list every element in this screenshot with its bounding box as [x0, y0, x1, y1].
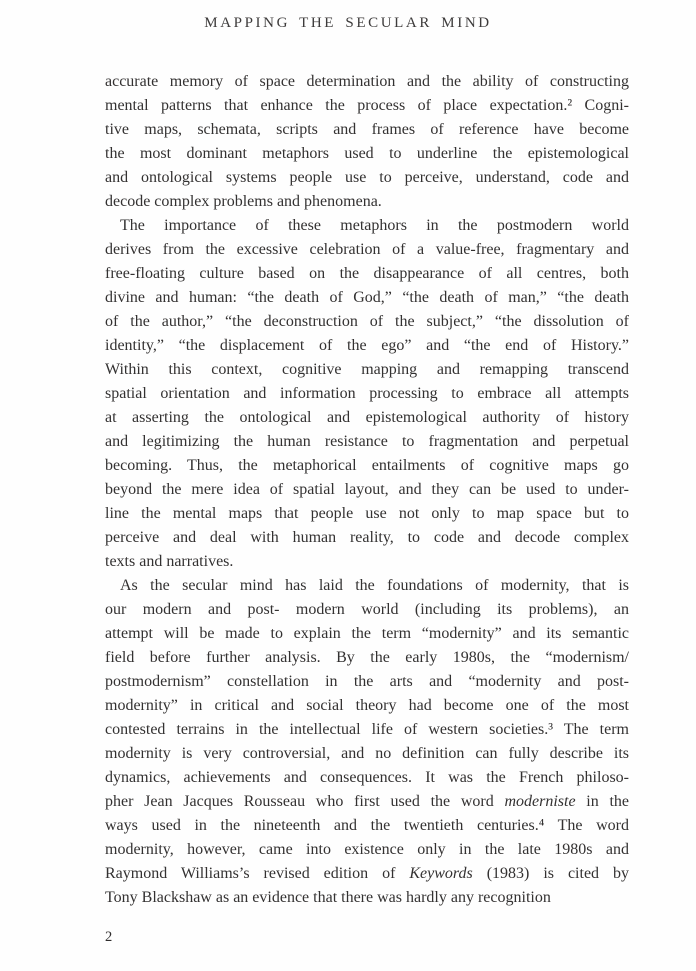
text-line: our modern and post- modern world (including its problems), an — [105, 601, 629, 618]
text-line: the most dominant metaphors used to underline the epistemological — [105, 145, 629, 162]
text-line: line the mental maps that people use not only to map space but to — [105, 505, 629, 522]
running-header: MAPPING THE SECULAR MIND — [204, 15, 492, 31]
text-line: and ontological systems people use to perceive, understand, code and — [105, 169, 629, 186]
text-line: postmodernism” constellation in the arts and “modernity and post- — [105, 673, 629, 690]
text-line: divine and human: “the death of God,” “the death of man,” “the death — [105, 289, 629, 306]
text-line: spatial orientation and information processing to embrace all attempts — [105, 385, 629, 402]
text-line: contested terrains in the intellectual life of western societies.³ The term — [105, 721, 629, 738]
text-line: accurate memory of space determination and the ability of constructing — [105, 73, 629, 90]
paragraph — [105, 214, 629, 574]
text-line: ways used in the nineteenth and the twentieth centuries.⁴ The word — [105, 817, 629, 834]
text-line: derives from the excessive celebration of a value-free, fragmentary and — [105, 241, 629, 258]
text-line: Raymond Williams’s revised edition of Keywords (1983) is cited by — [105, 865, 629, 882]
text-line: perceive and deal with human reality, to code and decode complex — [105, 529, 629, 546]
text-line: identity,” “the displacement of the ego” and “the end of History.” — [105, 337, 629, 354]
text-line: of the author,” “the deconstruction of the subject,” “the dissolution of — [105, 313, 629, 330]
text-line: texts and narratives. — [105, 553, 234, 570]
text-line: attempt will be made to explain the term “modernity” and its semantic — [105, 625, 629, 642]
paragraph — [105, 70, 629, 214]
text-line: modernity” in critical and social theory had become one of the most — [105, 697, 629, 714]
text-line: Tony Blackshaw as an evidence that there was hardly any recognition — [105, 889, 551, 906]
text-line: As the secular mind has laid the foundations of modernity, that is — [120, 577, 629, 594]
text-line: pher Jean Jacques Rousseau who first used the word moderniste in the — [105, 793, 629, 810]
text-line: dynamics, achievements and consequences. It was the French philoso- — [105, 769, 629, 786]
body-text-block — [105, 70, 629, 910]
text-line: free-floating culture based on the disappearance of all centres, both — [105, 265, 629, 282]
page-number: 2 — [105, 929, 113, 945]
text-line: beyond the mere idea of spatial layout, and they can be used to under- — [105, 481, 629, 498]
text-line: Within this context, cognitive mapping and remapping transcend — [105, 361, 629, 378]
text-line: mental patterns that enhance the process of place expectation.² Cogni- — [105, 97, 629, 114]
text-line: modernity, however, came into existence only in the late 1980s and — [105, 841, 629, 858]
text-line: and legitimizing the human resistance to fragmentation and perpetual — [105, 433, 629, 450]
text-line: decode complex problems and phenomena. — [105, 193, 382, 210]
text-line: field before further analysis. By the early 1980s, the “modernism/ — [105, 649, 629, 666]
text-line: The importance of these metaphors in the postmodern world — [120, 217, 629, 234]
text-line: modernity is very controversial, and no definition can fully describe its — [105, 745, 629, 762]
paragraph — [105, 574, 629, 910]
text-line: becoming. Thus, the metaphorical entailments of cognitive maps go — [105, 457, 629, 474]
text-line: tive maps, schemata, scripts and frames of reference have become — [105, 121, 629, 138]
text-line: at asserting the ontological and epistemological authority of history — [105, 409, 629, 426]
